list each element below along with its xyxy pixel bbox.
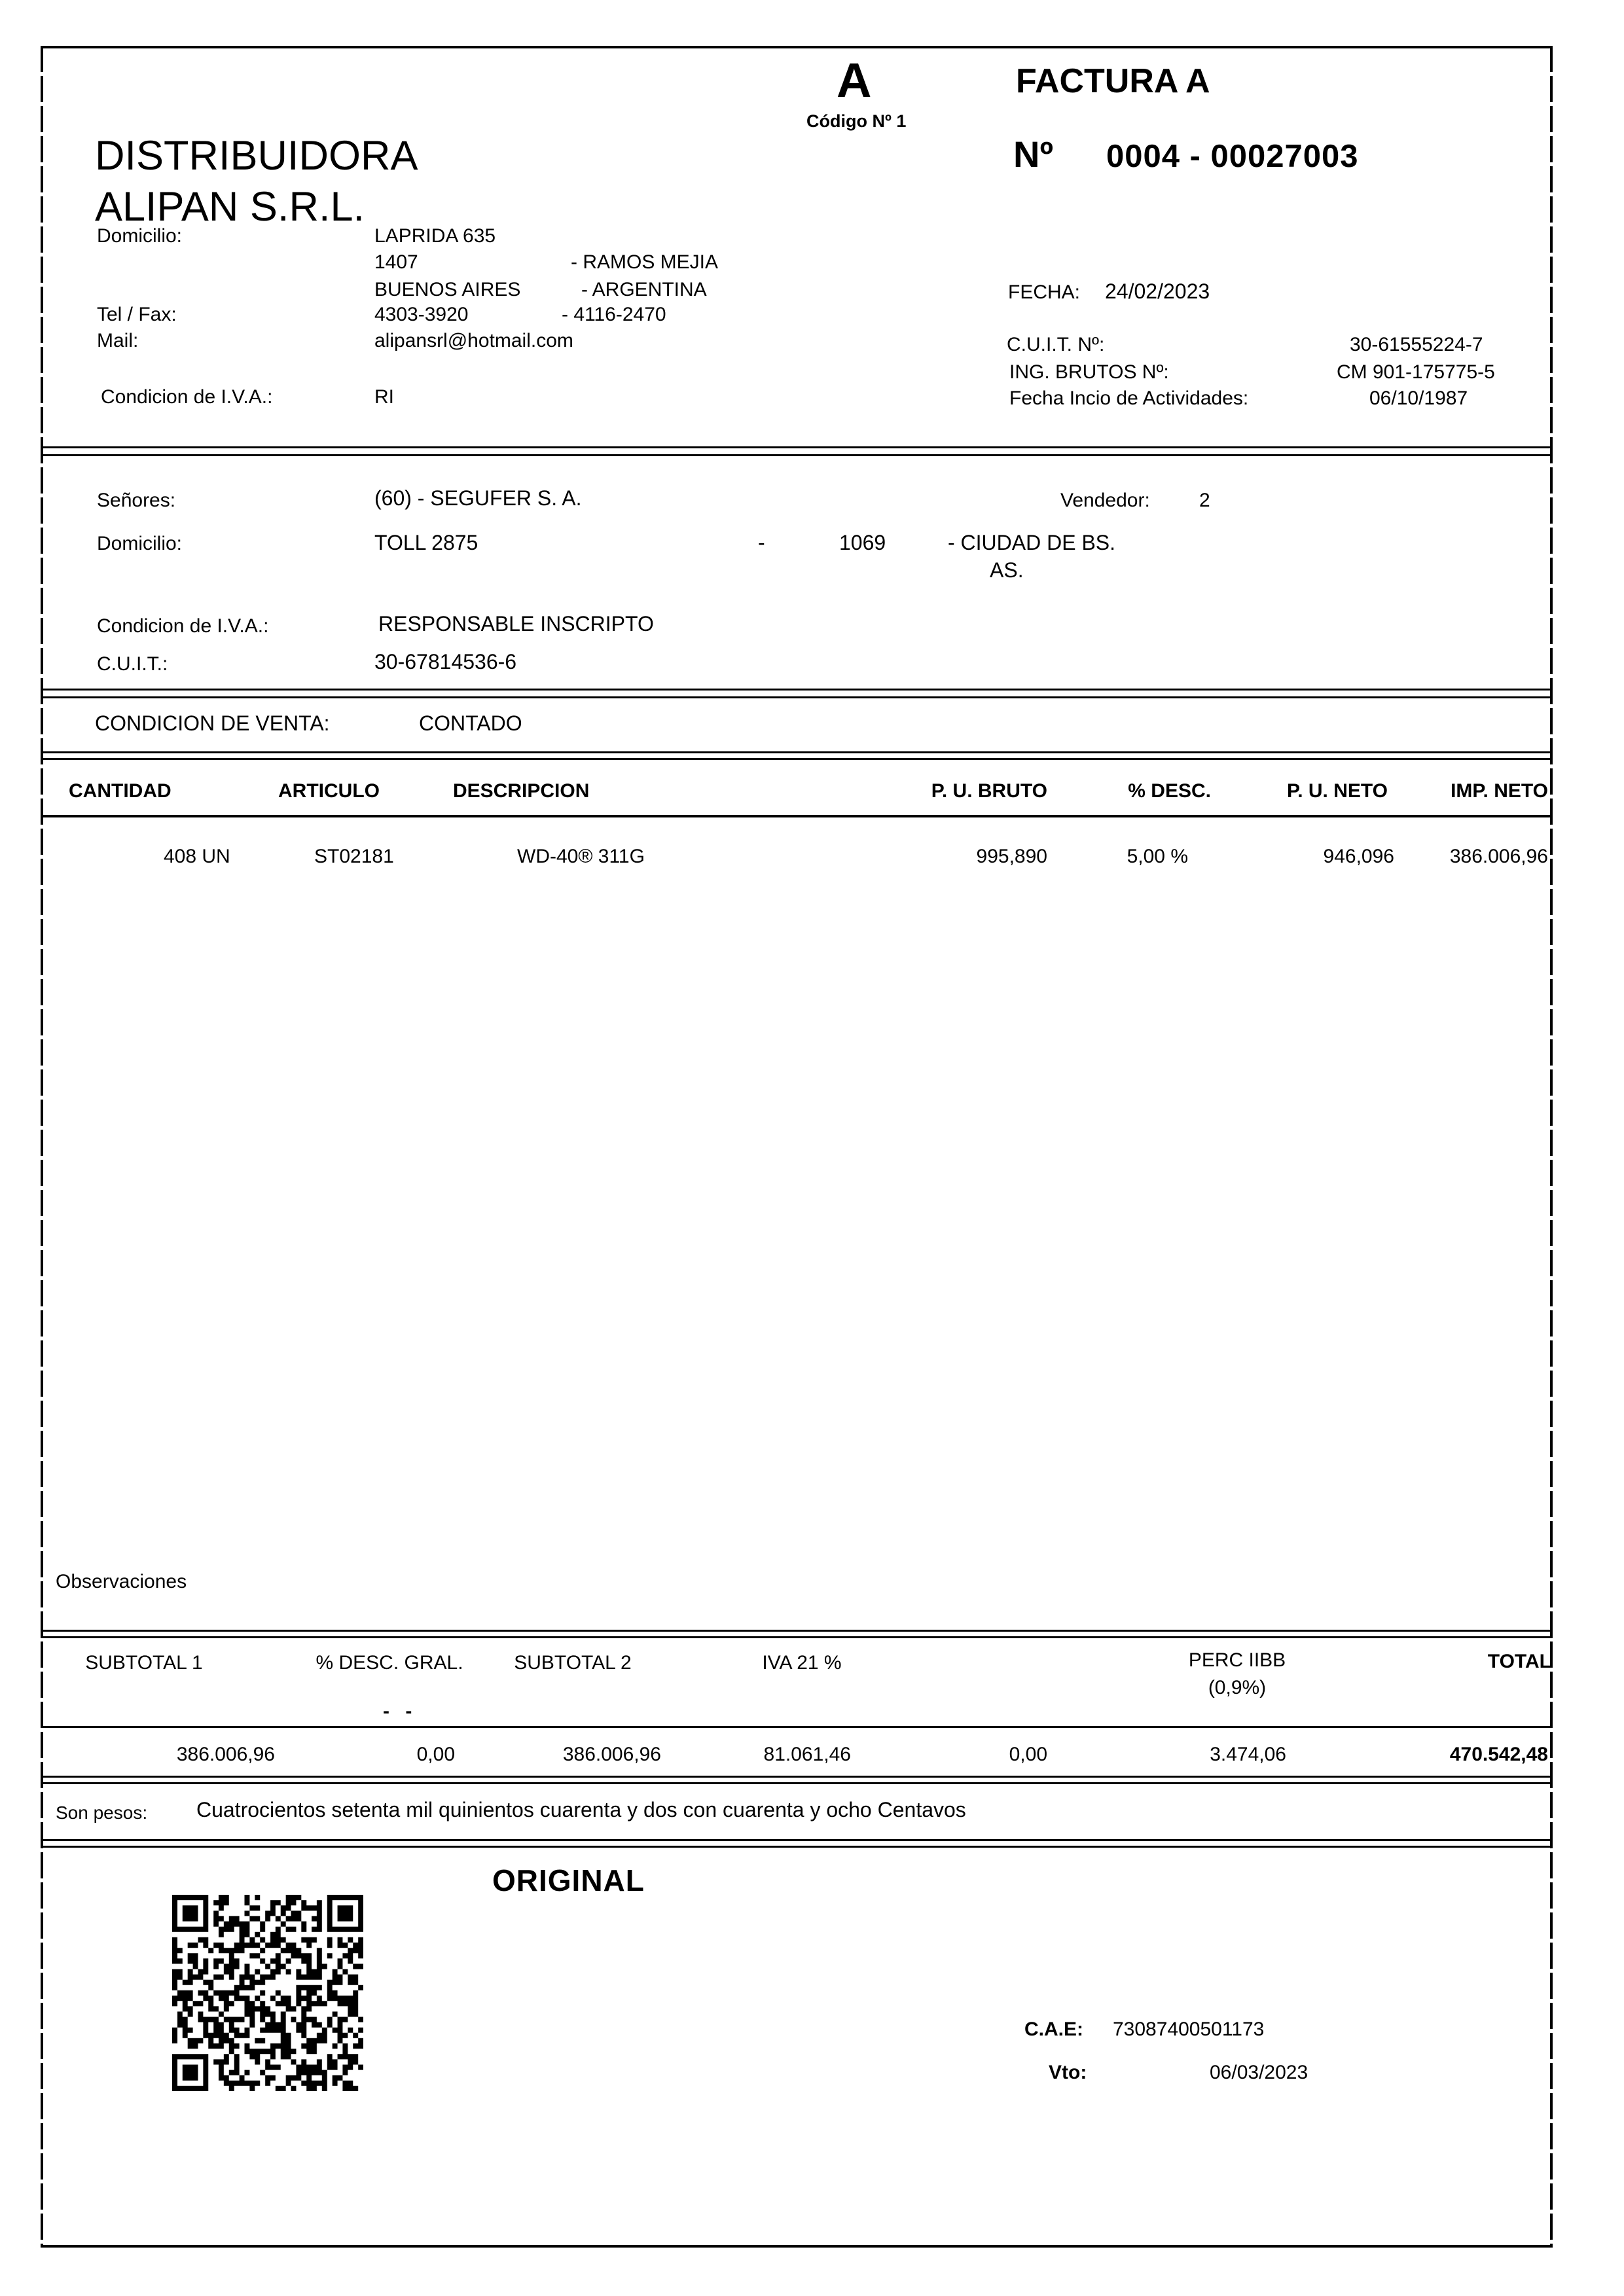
total-header-perc-iibb-rate: (0,9%) <box>1208 1677 1267 1698</box>
doc-type-title: FACTURA A <box>1016 62 1210 100</box>
total-header-desc-gral: % DESC. GRAL. <box>316 1652 463 1674</box>
customer-cuit-value: 30-67814536-6 <box>374 650 517 673</box>
customer-city-line1: - CIUDAD DE BS. <box>948 531 1116 554</box>
page-border-right <box>1550 46 1553 2247</box>
separator-line <box>41 1726 1553 1728</box>
customer-domicilio-value: TOLL 2875 <box>374 531 478 554</box>
item-desc: 5,00 % <box>1127 846 1188 867</box>
seller-name-line2: ALIPAN S.R.L. <box>95 184 365 230</box>
total-value-subtotal1: 386.006,96 <box>176 1744 275 1765</box>
condicion-venta-label: CONDICION DE VENTA: <box>95 711 330 735</box>
iibb-label: ING. BRUTOS Nº: <box>1009 361 1169 383</box>
inicio-actividades-label: Fecha Incio de Actividades: <box>1009 387 1249 409</box>
separator-line <box>41 1782 1553 1784</box>
customer-cuit-label: C.U.I.T.: <box>97 653 168 675</box>
separator-line <box>41 1839 1553 1841</box>
inicio-actividades-value: 06/10/1987 <box>1369 387 1468 409</box>
total-header-subtotal2: SUBTOTAL 2 <box>514 1652 632 1674</box>
seller-province: BUENOS AIRES <box>374 279 521 300</box>
col-header-pu-bruto: P. U. BRUTO <box>931 780 1047 802</box>
seller-zip: 1407 <box>374 251 418 273</box>
invoice-letter: A <box>837 53 872 107</box>
col-header-articulo: ARTICULO <box>278 780 380 802</box>
senores-value: (60) - SEGUFER S. A. <box>374 486 582 510</box>
seller-iva-value: RI <box>374 386 394 408</box>
col-header-cantidad: CANTIDAD <box>69 780 171 802</box>
separator-line <box>41 758 1553 760</box>
observaciones-label: Observaciones <box>56 1571 187 1592</box>
total-header-perc-iibb: PERC IIBB <box>1188 1649 1286 1671</box>
customer-iva-value: RESPONSABLE INSCRIPTO <box>378 612 654 636</box>
separator-line <box>41 689 1553 691</box>
seller-address-label: Domicilio: <box>97 225 183 247</box>
invoice-number: 0004 - 00027003 <box>1106 139 1359 174</box>
desc-gral-dash-note: - - <box>383 1700 418 1722</box>
seller-mail: alipansrl@hotmail.com <box>374 330 573 351</box>
separator-line <box>41 815 1553 817</box>
fecha-value: 24/02/2023 <box>1105 279 1210 303</box>
seller-country: - ARGENTINA <box>581 279 707 300</box>
invoice-number-label: Nº <box>1013 134 1053 175</box>
item-descripcion: WD-40® 311G <box>517 846 645 867</box>
seller-city: - RAMOS MEJIA <box>571 251 719 273</box>
customer-iva-label: Condicion de I.V.A.: <box>97 615 269 637</box>
separator-line <box>41 1776 1553 1778</box>
separator-line <box>41 696 1553 698</box>
total-value-total: 470.542,48 <box>1449 1744 1548 1765</box>
separator-line <box>41 454 1553 456</box>
page-border-bottom <box>41 2245 1553 2248</box>
total-value-perc-iibb: 3.474,06 <box>1210 1744 1286 1765</box>
vto-label: Vto: <box>1049 2062 1087 2083</box>
seller-telfax-label: Tel / Fax: <box>97 304 177 325</box>
son-pesos-label: Son pesos: <box>56 1803 148 1823</box>
col-header-imp-neto: IMP. NETO <box>1451 780 1548 802</box>
seller-mail-label: Mail: <box>97 330 139 351</box>
total-value-percepcion: 0,00 <box>1009 1744 1047 1765</box>
fecha-label: FECHA: <box>1008 281 1081 303</box>
customer-address-dash: - <box>758 531 765 554</box>
iibb-value: CM 901-175775-5 <box>1337 361 1495 383</box>
vendedor-label: Vendedor: <box>1060 490 1150 511</box>
separator-line <box>41 1846 1553 1848</box>
invoice-letter-code: Código Nº 1 <box>806 111 907 131</box>
item-pu-neto: 946,096 <box>1323 846 1394 867</box>
separator-line <box>41 446 1553 448</box>
vendedor-value: 2 <box>1199 490 1210 511</box>
copy-type-label: ORIGINAL <box>492 1863 645 1897</box>
col-header-desc: % DESC. <box>1128 780 1211 802</box>
col-header-pu-neto: P. U. NETO <box>1287 780 1388 802</box>
separator-line <box>41 751 1553 753</box>
seller-iva-label: Condicion de I.V.A.: <box>101 386 273 408</box>
page-border-top <box>41 46 1553 48</box>
senores-label: Señores: <box>97 490 176 511</box>
separator-line <box>41 1630 1553 1632</box>
vto-value: 06/03/2023 <box>1210 2062 1308 2083</box>
item-cantidad: 408 UN <box>164 846 230 867</box>
seller-fax: - 4116-2470 <box>562 304 666 325</box>
customer-domicilio-label: Domicilio: <box>97 533 183 554</box>
page-border-left <box>41 46 43 2247</box>
seller-name-line1: DISTRIBUIDORA <box>95 133 418 179</box>
cuit-label: C.U.I.T. Nº: <box>1007 334 1105 355</box>
cae-value: 73087400501173 <box>1113 2018 1265 2040</box>
customer-city-line2: AS. <box>990 558 1024 582</box>
item-articulo: ST02181 <box>314 846 394 867</box>
total-header-subtotal1: SUBTOTAL 1 <box>85 1652 203 1674</box>
condicion-venta-value: CONTADO <box>419 711 522 735</box>
customer-zip: 1069 <box>839 531 886 554</box>
item-imp-neto: 386.006,96 <box>1449 846 1548 867</box>
seller-street: LAPRIDA 635 <box>374 225 496 247</box>
total-value-subtotal2: 386.006,96 <box>562 1744 661 1765</box>
seller-tel: 4303-3920 <box>374 304 469 325</box>
total-value-iva: 81.061,46 <box>763 1744 851 1765</box>
cae-label: C.A.E: <box>1024 2018 1083 2040</box>
cuit-value: 30-61555224-7 <box>1350 334 1483 355</box>
son-pesos-text: Cuatrocientos setenta mil quinientos cuarenta y dos con cuarenta y ocho Centavos <box>196 1798 966 1821</box>
total-value-desc-gral: 0,00 <box>416 1744 455 1765</box>
qr-code <box>172 1895 363 2091</box>
item-pu-bruto: 995,890 <box>976 846 1047 867</box>
col-header-descripcion: DESCRIPCION <box>453 780 590 802</box>
separator-line <box>41 1636 1553 1638</box>
total-header-iva: IVA 21 % <box>762 1652 842 1674</box>
total-header-total: TOTAL <box>1487 1651 1551 1672</box>
